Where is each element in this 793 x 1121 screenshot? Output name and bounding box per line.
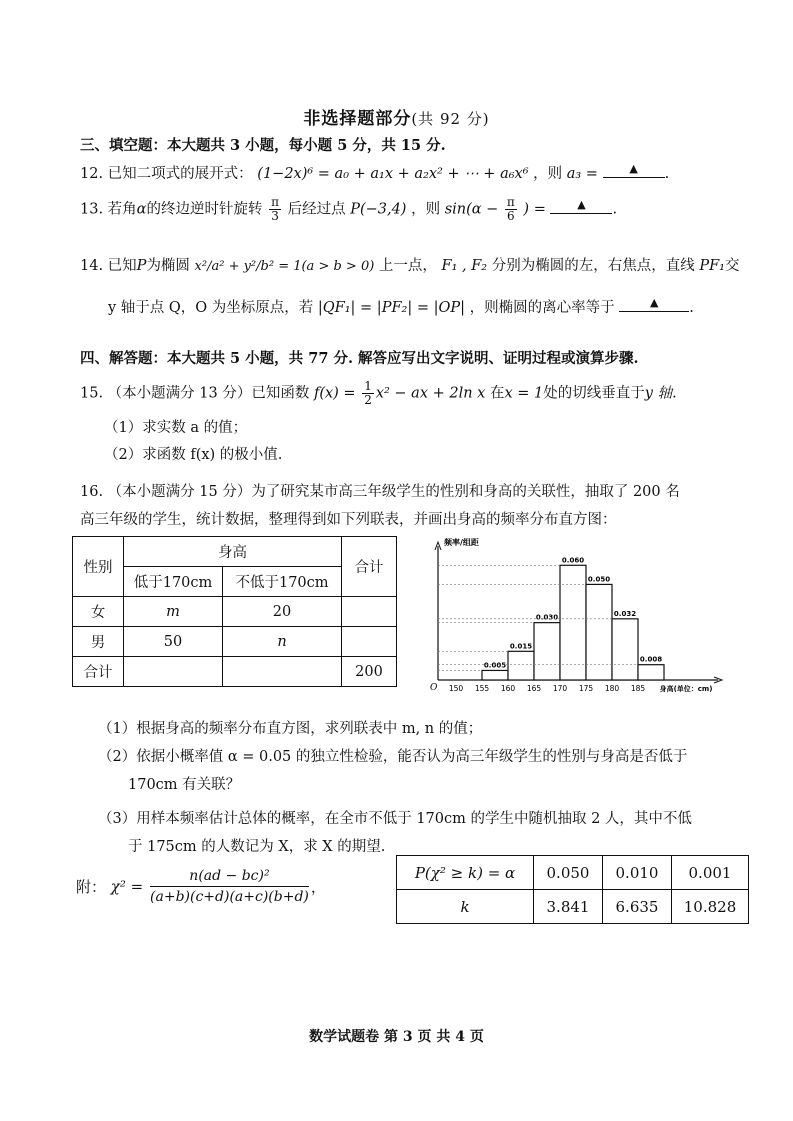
origin-label: O [430,683,438,693]
q15-part-1: （1）求实数 a 的值； [104,420,248,436]
q14-answer-blank[interactable] [619,297,689,312]
row-label: 合计 [73,657,124,687]
header-total: 合计 [342,537,397,597]
q14-period: . [689,300,694,316]
q12-text: 已知二项式的展开式： [107,166,253,182]
x-tick-label: 180 [604,684,620,693]
q14-text-e: 交 [724,258,740,274]
header-below-170: 低于170cm [124,567,223,597]
q14-text-line2: y 轴于点 Q，O 为坐标原点，若 [108,300,314,316]
bar-value-label: 0.060 [561,556,585,565]
cell-not-below: n [223,627,342,657]
q12-period: . [664,166,670,182]
q16-part-2-cont: 170cm 有关联？ [128,777,241,793]
triangle-icon: ▲ [629,162,638,175]
q15-func: f(x) = [313,385,356,402]
histogram-bar [482,670,508,680]
q13-frac-den: 3 [271,209,279,223]
appendix-formula [76,866,326,907]
critical-value-table [396,855,749,924]
q15-part-2: （2）求函数 f(x) 的极小值. [104,447,283,463]
histogram-bar [534,623,560,680]
q14-line-pf: PF₁ [699,258,725,274]
title-text: 非选择题部分 [303,109,412,129]
crit-alpha: 0.010 [603,856,672,890]
header-not-below-170: 不低于170cm [223,567,342,597]
cell-below [124,657,223,687]
x-tick-label: 150 [448,684,464,693]
table-row [73,597,397,627]
triangle-icon: ▲ [577,197,586,211]
q12-number: 12. [80,166,104,182]
q13-point: P(−3,4) [350,201,407,218]
crit-k: 6.635 [603,890,672,924]
crit-alpha: 0.050 [534,856,603,890]
q14-text-d: 分别为椭圆的左，右焦点，直线 [491,258,695,274]
contingency-table [72,536,397,687]
chi-denominator: (a+b)(c+d)(a+c)(b+d) [150,889,309,905]
bar-value-label: 0.005 [483,661,507,670]
q15-text-a: 已知函数 [251,385,310,402]
cell-below: m [124,597,223,627]
page-title [0,104,793,129]
bar-value-label: 0.032 [613,609,637,618]
q15-text-c: 处的切线垂直于 [543,385,645,402]
q14-foci: F₁ , F₂ [441,258,488,274]
q13-alpha: α [136,201,147,218]
q16-score: （本小题满分 15 分） [107,484,252,500]
q16-part-2: （2）依据小概率值 α = 0.05 的独立性检验，能否认为高三年级学生的性别与身高是否低于 [98,749,688,765]
question-14-line-1 [80,254,739,275]
q15-fraction [362,380,374,407]
question-16-line-1 [80,480,680,501]
q15-frac-num: 1 [364,379,372,393]
q15-yaxis: y 轴. [644,385,677,402]
q13-rotation-fraction [269,196,281,223]
bar-value-label: 0.030 [535,613,559,622]
appendix-label: 附： [76,878,107,896]
q15-text-b: 在 [489,385,505,402]
header-height: 身高 [124,537,342,567]
bar-value-label: 0.015 [509,642,533,651]
question-13 [80,196,617,223]
q16-number: 16. [80,484,104,500]
cell-total: 200 [342,657,397,687]
q12-answer-blank[interactable] [603,163,665,178]
cell-total [342,597,397,627]
y-axis-label: 频率/组距 [444,538,479,547]
histogram-bar [508,651,534,680]
section-3-heading: 三、填空题：本大题共 3 小题，每小题 5 分，共 15 分. [80,137,446,154]
q16-text-1: 为了研究某市高三年级学生的性别和身高的关联性，抽取了 200 名 [251,484,680,500]
question-12 [80,162,669,183]
q13-sin-den: 6 [507,209,515,223]
q12-target: a₃ = [566,166,598,182]
q12-text-b: ，则 [533,166,563,182]
table-row [397,890,749,924]
q13-answer-blank[interactable] [550,199,612,214]
q13-frac-num: π [271,195,279,209]
frequency-histogram [418,532,738,702]
chi-square-lhs: χ² = [110,877,144,896]
section-4-heading: 四、解答题：本大题共 5 小题，共 77 分. 解答应写出文字说明、证明过程或演算步骤. [80,350,639,367]
q13-number: 13. [80,201,104,218]
crit-k-label: k [397,890,534,924]
cell-below: 50 [124,627,223,657]
q14-ellipse-equation: x²/a² + y²/b² = 1(a > b > 0) [194,259,375,274]
q13-period: . [612,201,618,218]
q12-formula: (1−2x)⁶ = a₀ + a₁x + a₂x² + ⋯ + a₆x⁶ [257,166,529,182]
x-tick-label: 165 [526,684,542,693]
q15-func-b: x² − ax + 2ln x [375,385,486,402]
q13-text-b: 的终边逆时针旋转 [146,201,263,218]
chi-comma: ， [310,878,326,896]
q16-part-3-cont: 于 175cm 的人数记为 X，求 X 的期望. [128,839,386,855]
q15-frac-den: 2 [364,393,372,407]
question-14-line-2 [108,296,694,317]
histogram-bar [612,619,638,680]
q14-text-a: 已知 [107,258,137,274]
q13-text-c: 后经过点 [287,201,346,218]
histogram-bar [560,565,586,680]
q13-text-a: 若角 [107,201,137,218]
question-15 [80,380,677,407]
cell-total [342,627,397,657]
q14-text-c: 上一点， [378,258,437,274]
row-label: 女 [73,597,124,627]
q13-sin-fraction [505,196,517,223]
table-row [73,657,397,687]
histogram-bar [638,665,664,680]
triangle-icon: ▲ [649,296,659,309]
chi-square-fraction [150,866,309,907]
x-tick-label: 170 [552,684,568,693]
cell-not-below: 20 [223,597,342,627]
q15-score: （本小题满分 13 分） [107,385,252,402]
q16-part-1: （1）根据身高的频率分布直方图，求列联表中 m, n 的值； [98,721,483,737]
x-tick-label: 155 [474,684,490,693]
q14-text-b: 为椭圆 [146,258,190,274]
q14-point-p: P [136,258,147,274]
histogram-bar [586,584,612,680]
q14-condition: |QF₁| = |PF₂| = |OP| [317,300,465,316]
page-footer: 数学试题卷 第 3 页 共 4 页 [309,1029,484,1045]
bar-value-label: 0.050 [587,575,611,584]
table-row [397,856,749,890]
row-label: 男 [73,627,124,657]
bar-value-label: 0.008 [639,655,663,664]
x-tick-label: 175 [578,684,594,693]
q15-xeq: x = 1 [504,385,544,402]
question-16-line-2: 高三年级的学生，统计数据，整理得到如下列联表，并画出身高的频率分布直方图： [80,512,617,528]
x-tick-label: 160 [500,684,516,693]
crit-k: 10.828 [672,890,749,924]
q13-sin-b: ) = [523,201,546,218]
q14-number: 14. [80,258,104,274]
chi-numerator: n(ad − bc)² [150,866,309,887]
header-gender: 性别 [73,537,124,597]
cell-not-below [223,657,342,687]
q16-part-3: （3）用样本频率估计总体的概率，在全市不低于 170cm 的学生中随机抽取 2 人，其中不低 [98,811,692,827]
q13-text-d: ，则 [411,201,441,218]
x-tick-label: 185 [630,684,646,693]
title-note: (共 92 分) [411,110,490,128]
q13-sin-a: sin(α − [444,201,499,218]
crit-alpha: 0.001 [672,856,749,890]
x-axis-label: 身高(单位：cm) [659,685,713,693]
crit-k: 3.841 [534,890,603,924]
q13-sin-num: π [506,195,515,209]
q15-number: 15. [80,385,104,402]
q14-text-line2-b: ，则椭圆的离心率等于 [469,300,615,316]
table-row [73,627,397,657]
crit-head: P(χ² ≥ k) = α [397,856,534,890]
